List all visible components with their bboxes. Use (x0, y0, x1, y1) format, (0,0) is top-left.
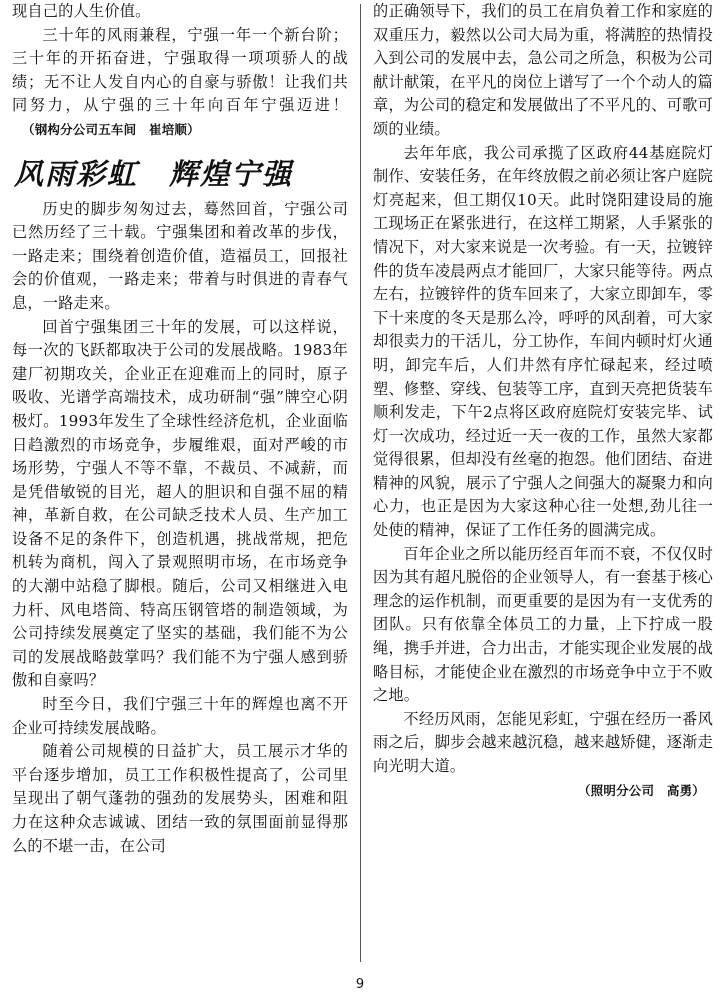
body-paragraph: 随着公司规模的日益扩大，员工展示才华的平台逐步增加，员工工作积极性提高了，公司里呈现出了朝气蓬勃的强劲的发展势头，困难和阻力在这种众志诚诚、团结一致的氛围面前显得那么的不堪一击，在公司 (12, 742, 348, 855)
right-column (373, 0, 713, 974)
author-signature: （照明分公司 高勇） (577, 782, 705, 798)
article-closing-paragraph (12, 24, 348, 142)
article-continuation: 现自己的人生价值。 (12, 2, 151, 20)
author-signature: （钢构分公司五车间 崔培顺） (22, 121, 200, 137)
paragraph-text: 三十年的风雨兼程，宁强一年一个新台阶；三十年的开拓奋进，宁强取得一项项骄人的战绩；无不让人发自内心的自豪与骄傲！让我们共同努力，从宁强的三十年向百年宁强迈进！ (12, 25, 348, 115)
body-paragraph: 的正确领导下，我们的员工在肩负着工作和家庭的双重压力，毅然以公司大局为重，将满腔的热情投入到公司的发展中去，急公司之所急，积极为公司献计献策，在平凡的岗位上谱写了一个个动人的篇章，为公司的稳定和发展做出了不平凡的、可歌可颂的业绩。 (373, 2, 713, 138)
body-paragraph: 去年年底，我公司承揽了区政府44基庭院灯制作、安装任务，在年终放假之前必须让客户庭院灯亮起来，但工期仅10天。此时饶阳建设局的施工现场正在紧张进行，在这样工期紧，人手紧张的情况下，对大家来说是一次考验。有一天，拉镀锌件的货车凌晨两点才能回厂，大家只能等待。两点左右，拉镀锌件的货车回来了，大家立即卸车，零下十来度的冬天是那么冷，呼呼的风刮着，可大家却很卖力的干活儿，分工协作，车间内顿时灯火通明，卸完车后，人们井然有序忙碌起来，经过喷塑、修整、穿线、包装等工序，直到天亮把货装车顺利发走，下午2点将区政府庭院灯安装完毕、试灯一次成功，经过近一天一夜的工作，虽然大家都觉得很累，但却没有丝毫的抱怨。他们团结、奋进精神的风貌，展示了宁强人之间强大的凝聚力和向心力，也正是因为大家这种心往一处想,劲儿往一处使的精神，保证了工作任务的圆满完成。 (373, 143, 713, 540)
body-paragraph: 历史的脚步匆匆过去，蓦然回首，宁强公司已然历经了三十载。宁强集团和着改革的步伐，一路走来；围绕着创造价值，造福员工，回报社会的价值观，一路走来；带着与时俱进的青春气息，一路走来。 (12, 199, 348, 312)
column-divider (360, 4, 361, 962)
body-paragraph: 不经历风雨，怎能见彩虹，宁强在经历一番风雨之后，脚步会越来越沉稳，越来越矫健，逐渐走向光明大道。 (373, 709, 713, 775)
signature-line (373, 779, 713, 803)
body-paragraph: 回首宁强集团三十年的发展，可以这样说，每一次的飞跃都取决于公司的发展战略。1983年建厂初期攻关，企业正在迎难而上的同时，原子吸收、光谱学高端技术，成功研制“强”牌空心阴极灯。1993年发生了全球性经济危机，企业面临日趋激烈的市场竞争，步履维艰，面对严峻的市场形势，宁强人不等不靠，不裁员、不减薪，而是凭借敏锐的目光，超人的胆识和自强不屈的精神，革新自救，在公司缺乏技术人员、生产加工设备不足的条件下，创造机遇，挑战常规，把危机转为商机，闯入了景观照明市场，在市场竞争的大潮中站稳了脚根。随后，公司又相继进入电力杆、风电塔筒、特高压钢管塔的制造领域，为公司持续发展奠定了坚实的基础，我们能不为公司的发展战略鼓掌吗？我们能不为宁强人感到骄傲和自豪吗？ (12, 317, 348, 690)
article-headline: 风雨彩虹 辉煌宁强 (14, 156, 294, 191)
left-column (12, 0, 348, 974)
body-paragraph: 时至今日，我们宁强三十年的辉煌也离不开企业可持续发展战略。 (12, 695, 348, 737)
page-number: 9 (355, 977, 365, 992)
body-paragraph: 百年企业之所以能历经百年而不衰，不仅仅时因为其有超凡脱俗的企业领导人，有一套基于核心理念的运作机制，而更重要的是因为有一支优秀的团队。只有依靠全体员工的力量，上下拧成一股绳，携手并进，合力出击，才能实现企业发展的战略目标，才能使企业在激烈的市场竞争中立于不败之地。 (373, 544, 713, 705)
